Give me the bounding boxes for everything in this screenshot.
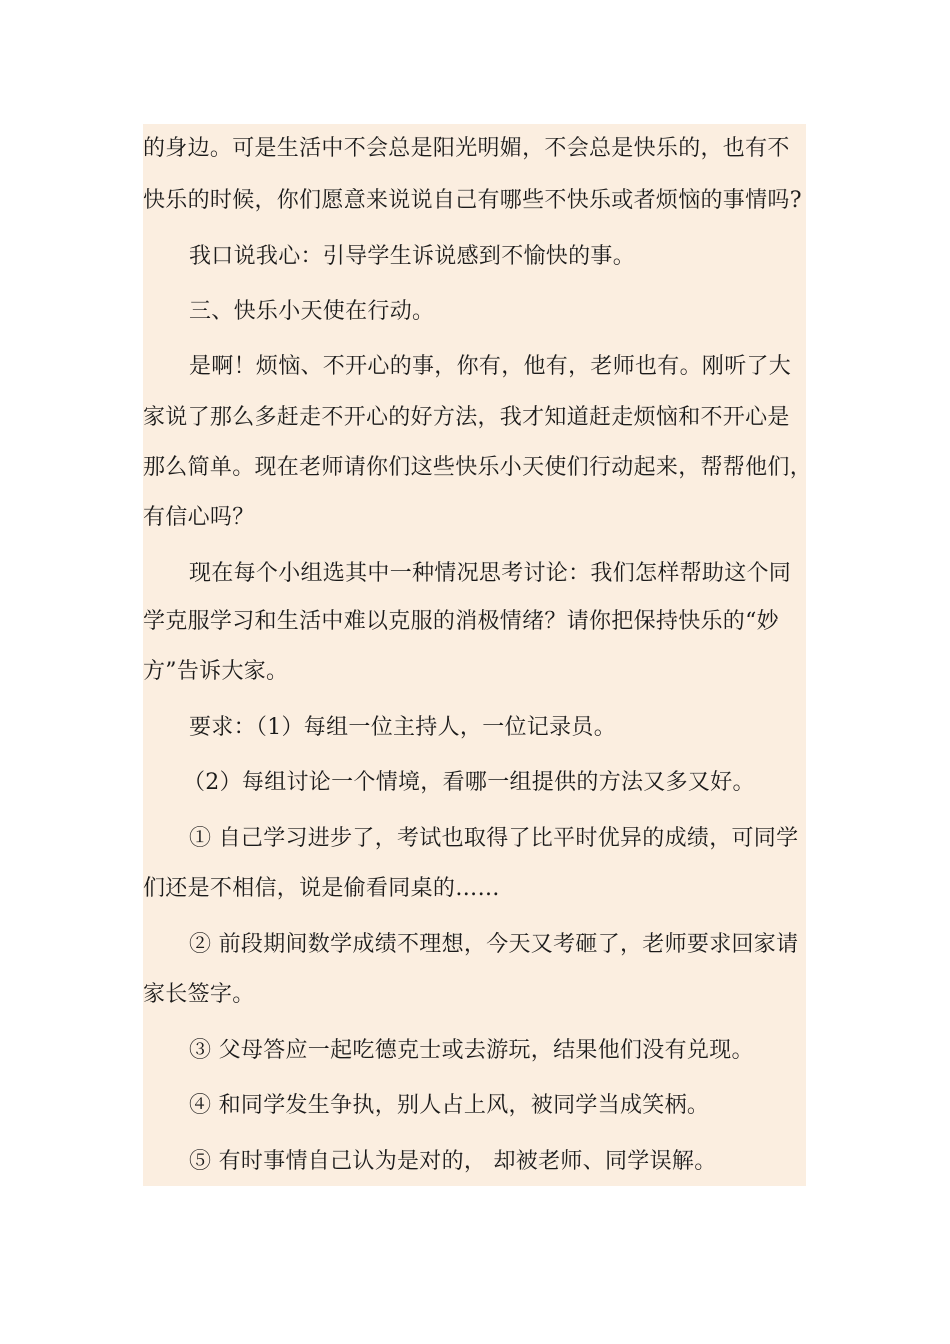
paragraph-line: 学克服学习和生活中难以克服的消极情绪？请你把保持快乐的“妙 (143, 609, 779, 634)
scenario-item: ④ 和同学发生争执，别人占上风，被同学当成笑柄。 (189, 1093, 710, 1118)
requirement-line: （2）每组讨论一个情境，看哪一组提供的方法又多又好。 (183, 770, 755, 795)
paragraph-line: 方”告诉大家。 (143, 659, 289, 684)
scenario-item: ③ 父母答应一起吃德克士或去游玩，结果他们没有兑现。 (189, 1038, 754, 1063)
paragraph-line: 现在每个小组选其中一种情况思考讨论：我们怎样帮助这个同 (189, 561, 792, 586)
highlighted-text-block (143, 124, 806, 1186)
scenario-item: ① 自己学习进步了，考试也取得了比平时优异的成绩，可同学 (189, 826, 799, 851)
section-heading: 三、快乐小天使在行动。 (189, 299, 435, 324)
paragraph-line: 我口说我心：引导学生诉说感到不愉快的事。 (189, 244, 636, 269)
scenario-item: ② 前段期间数学成绩不理想，今天又考砸了，老师要求回家请 (189, 932, 799, 957)
paragraph-line: 是啊！烦恼、不开心的事，你有，他有，老师也有。刚听了大 (189, 354, 792, 379)
scenario-item: 们还是不相信，说是偷看同桌的…… (143, 876, 500, 901)
requirement-line: 要求：（1）每组一位主持人，一位记录员。 (189, 715, 616, 740)
paragraph-line: 快乐的时候，你们愿意来说说自己有哪些不快乐或者烦恼的事情吗? (143, 188, 802, 213)
paragraph-line: 那么简单。现在老师请你们这些快乐小天使们行动起来，帮帮他们， (143, 455, 813, 480)
paragraph-line: 有信心吗？ (143, 505, 255, 530)
scenario-item: 家长签字。 (143, 982, 255, 1007)
paragraph-line: 的身边。可是生活中不会总是阳光明媚，不会总是快乐的，也有不 (143, 136, 790, 161)
paragraph-line: 家说了那么多赶走不开心的好方法，我才知道赶走烦恼和不开心是 (143, 405, 790, 430)
scenario-item: ⑤ 有时事情自己认为是对的， 却被老师、同学误解。 (189, 1149, 717, 1174)
